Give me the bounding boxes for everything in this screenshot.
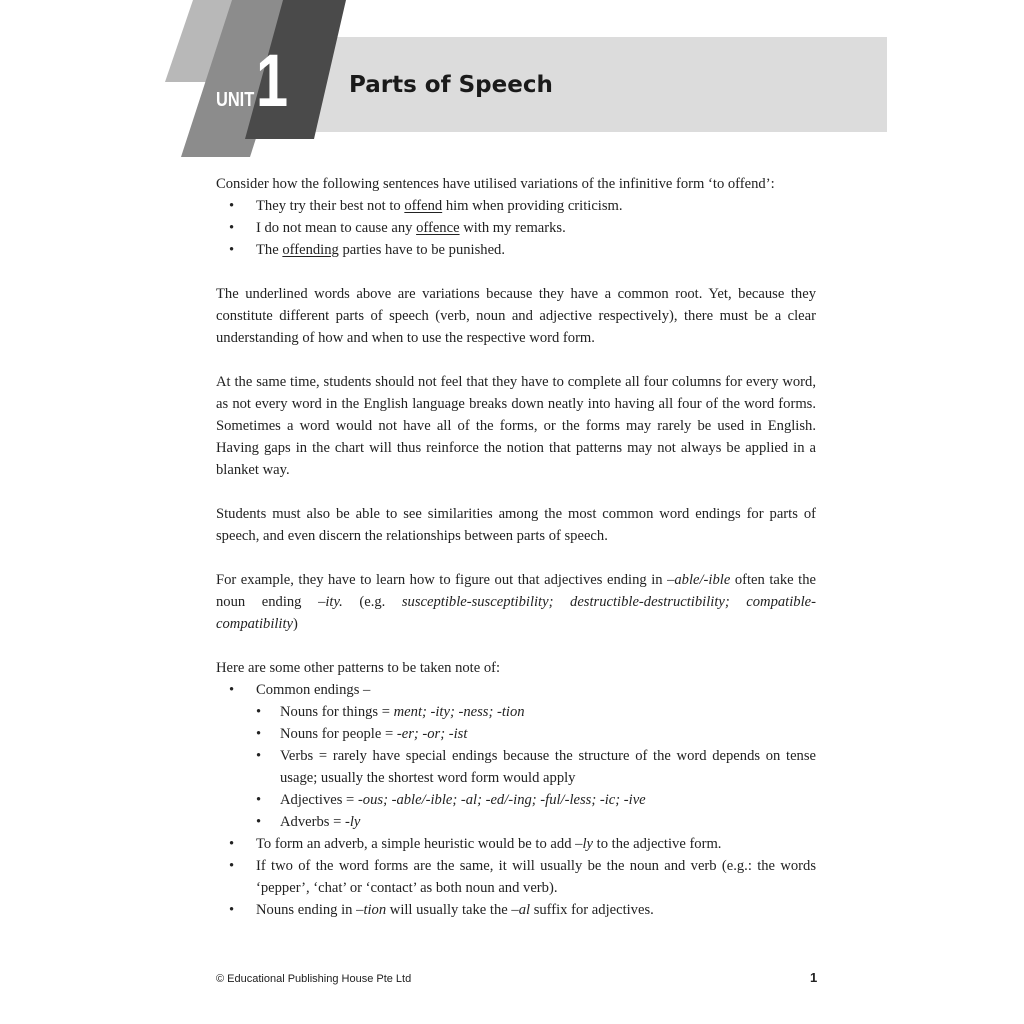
endings-list [256,701,816,833]
unit-stripes [0,0,400,170]
italic-run: –al [511,902,531,918]
pattern-item: • If two of the word forms are the same, it will usually be the noun and verb (e.g.: the words ‘pepper’, ‘chat’ or ‘contact’ as both noun and verb). [216,855,816,899]
pattern-item [216,679,816,833]
text-run: (e.g. [342,594,402,610]
copyright-notice: © Educational Publishing House Pte Ltd [216,973,412,985]
italic-run: ment; -ity; -ness; -tion [393,704,525,720]
example-text: with my remarks. [459,220,566,236]
common-endings-label: Common endings – [256,682,371,698]
example-text: They try their best not to [256,198,405,214]
italic-run: –able/-ible [667,572,731,588]
example-text: him when providing criticism. [442,198,623,214]
paragraph-similarities: Students must also be able to see similarities among the most common word endings for parts of speech, and even discern the relationships between parts of speech. [216,506,816,544]
italic-run: susceptible-susceptibility; destructible-destructibility; compatible-compatibility [216,594,816,632]
ending-item [256,701,816,723]
italic-run: –ly [575,836,593,852]
ending-item [256,789,816,811]
example-item [216,239,816,261]
ending-item: • Verbs = rarely have special endings because the structure of the word depends on tense usage; usually the shortest word form would apply [256,745,816,789]
italic-run: -ly [344,814,361,830]
pattern-item [216,899,816,921]
paragraph-columns: At the same time, students should not feel that they have to complete all four columns for every word, as not every word in the English language breaks down neatly into having all four of the word forms. Sometimes a word would not have all of the forms, or the forms may rarely be used in English. Having gaps in the chart will thus reinforce the notion that patterns may not always be applied in a blanket way. [216,374,816,478]
text-run: ) [293,616,298,632]
text-run: Nouns ending in [256,902,357,918]
italic-run: -er; -or; -ist [396,726,468,742]
text-run: Adverbs = [280,814,345,830]
text-run: to the adjective form. [593,836,722,852]
paragraph-example [216,569,816,635]
underlined-word: offending [282,242,339,258]
pattern-item [216,833,816,855]
italic-run: –ity. [318,594,343,610]
text-run: often take the noun ending [216,572,816,610]
example-text: I do not mean to cause any [256,220,417,236]
text-run: Nouns for things = [280,704,394,720]
patterns-list [216,679,816,921]
text-run: For example, they have to learn how to figure out that adjectives ending in [216,572,668,588]
example-item [216,195,816,217]
italic-run: –tion [356,902,387,918]
text-run: Adjectives = [280,792,358,808]
page-number: 1 [810,970,818,985]
patterns-intro: Here are some other patterns to be taken note of: [216,660,501,676]
underlined-word: offence [416,220,460,236]
example-text: The [256,242,283,258]
page-title: Parts of Speech [349,72,553,98]
paragraph-variations: The underlined words above are variations because they have a common root. Yet, because they constitute different parts of speech (verb, noun and adjective respectively), there must be a clear understanding of how and when to use the respective word form. [216,286,816,346]
ending-item [256,723,816,745]
example-list [216,195,816,261]
underlined-word: offend [404,198,443,214]
text-run: Nouns for people = [280,726,397,742]
unit-label: UNIT [216,89,255,111]
unit-number: 1 [256,39,289,122]
text-run: will usually take the [386,902,512,918]
text-run: To form an adverb, a simple heuristic would be to add [256,836,576,852]
italic-run: -ous; -able/-ible; -al; -ed/-ing; -ful/-less; -ic; -ive [357,792,646,808]
text-run: suffix for adjectives. [530,902,654,918]
page-content [216,173,816,921]
example-text: parties have to be punished. [338,242,505,258]
ending-item [256,811,816,833]
intro-paragraph: Consider how the following sentences have utilised variations of the infinitive form ‘to offend’: [216,176,775,192]
example-item [216,217,816,239]
